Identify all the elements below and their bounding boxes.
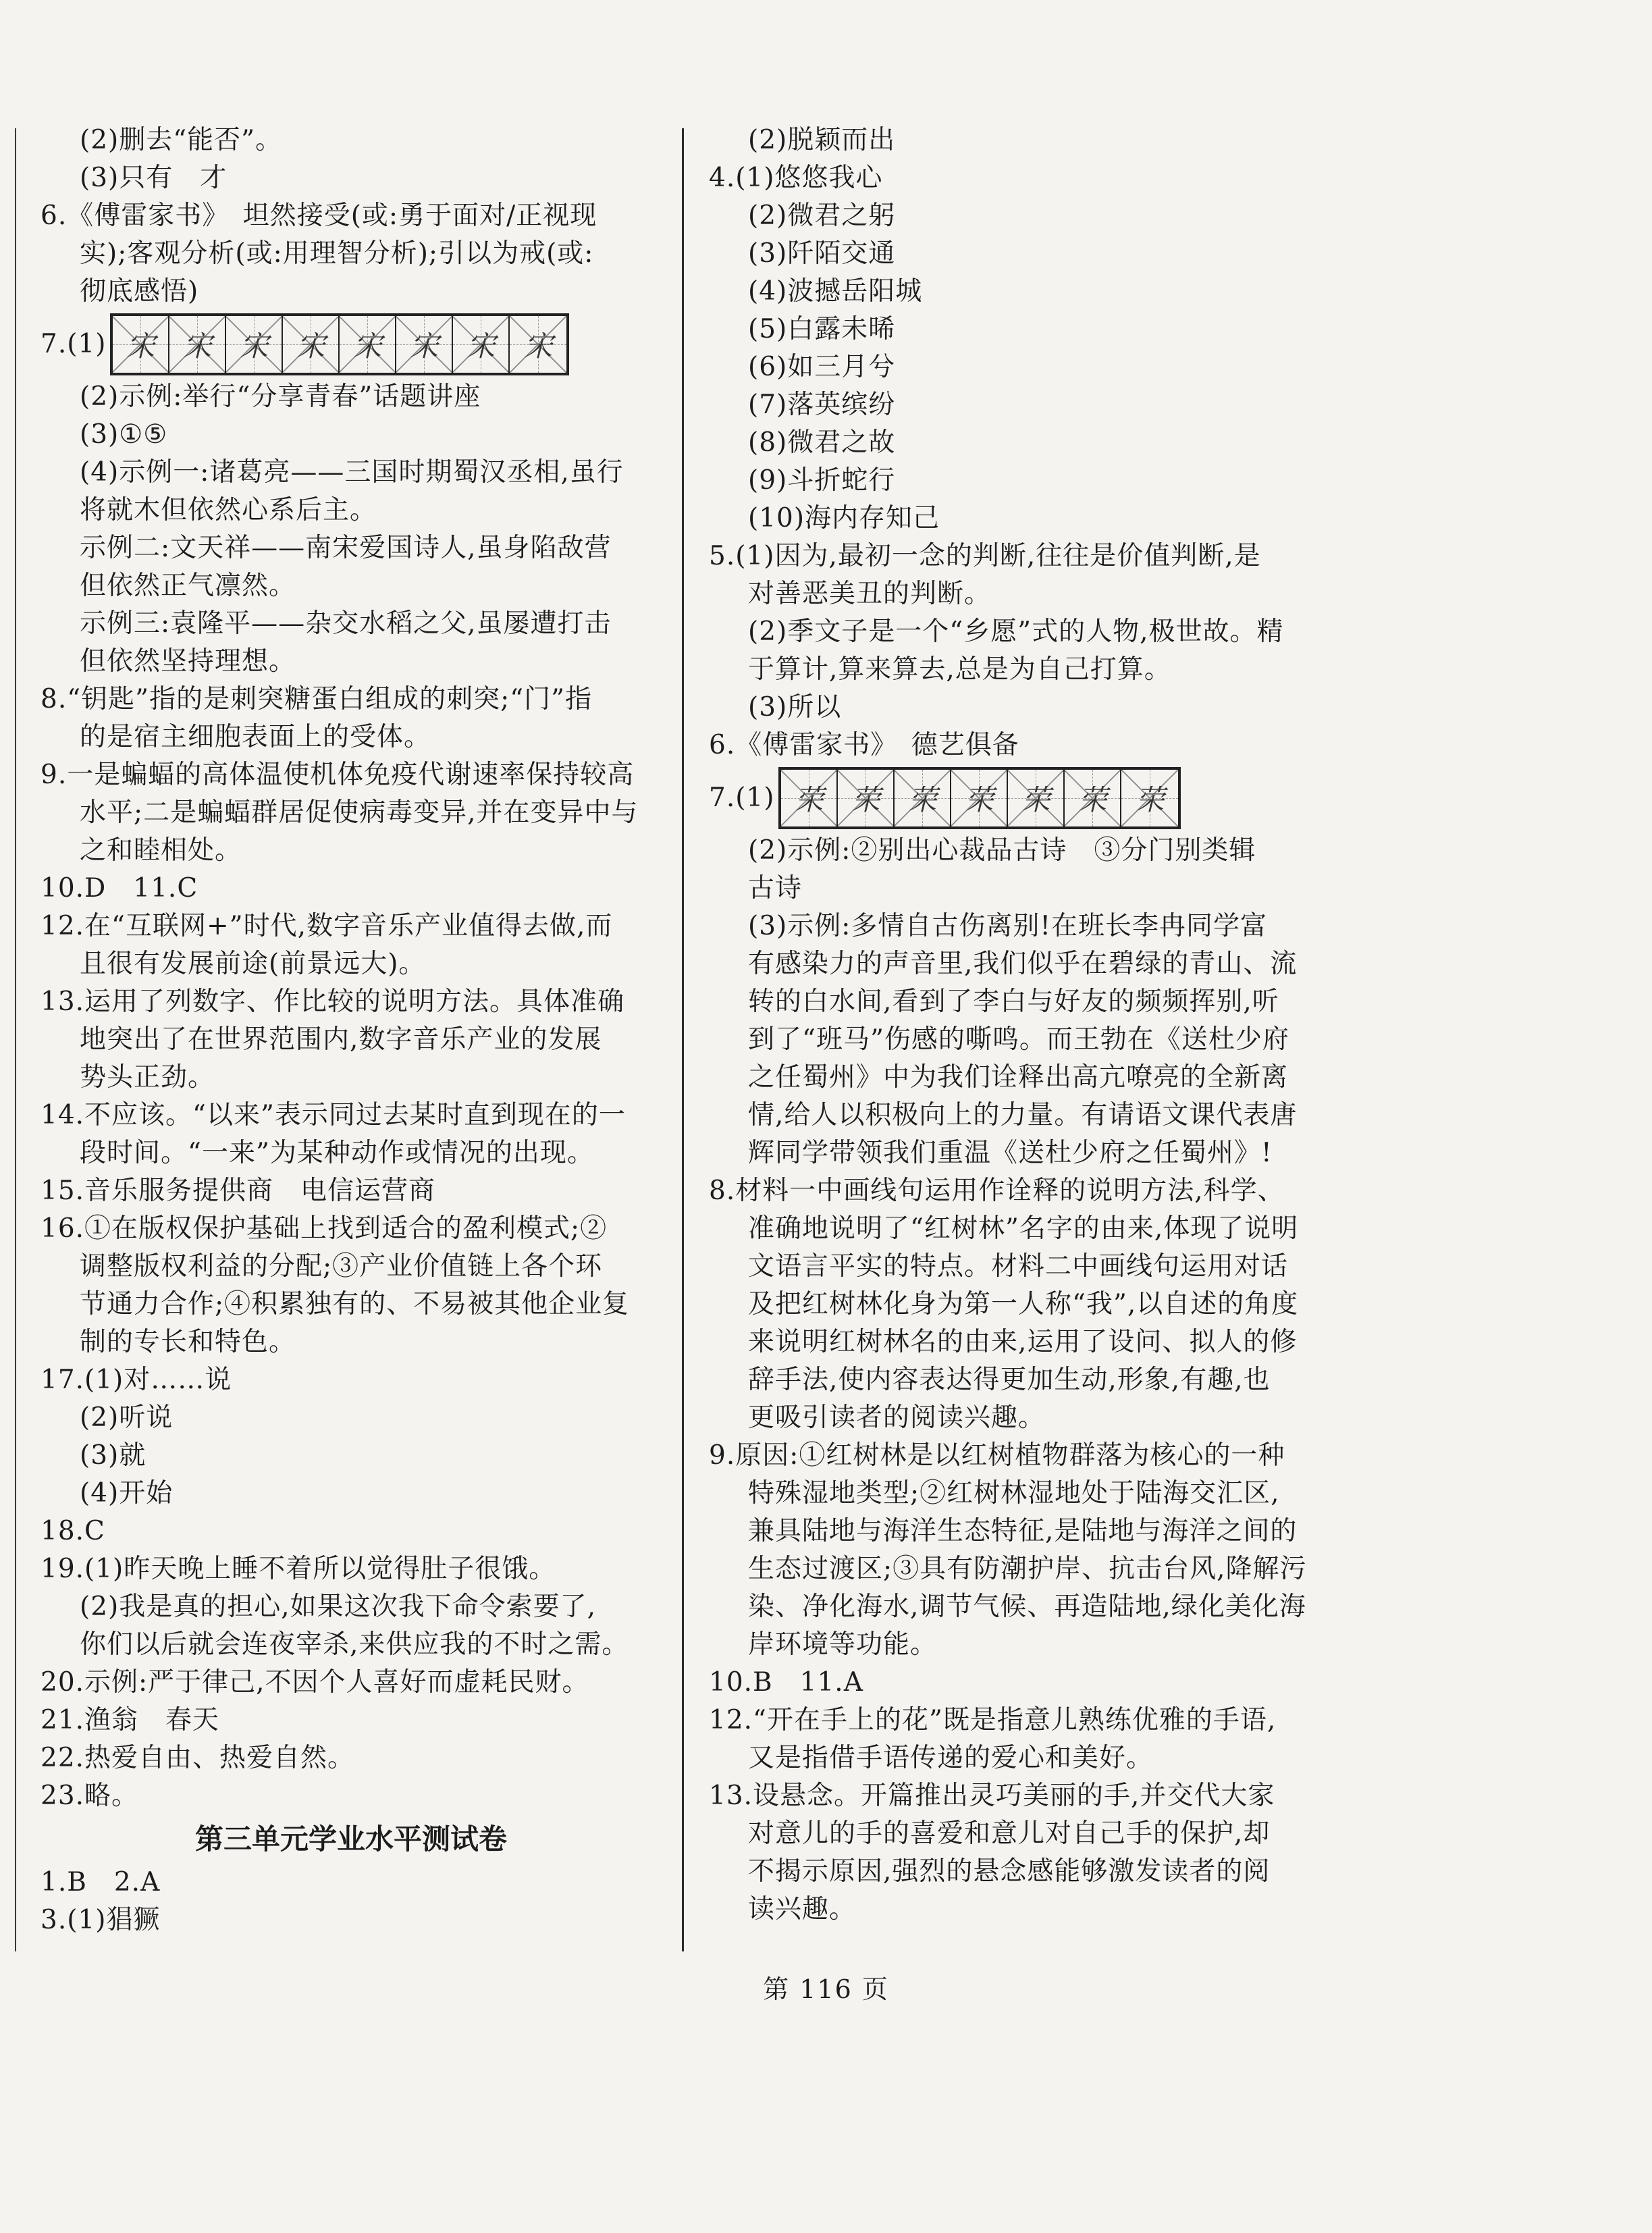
answer-line: 不揭示原因,强烈的悬念感能够激发读者的阅 — [748, 1856, 1271, 1887]
answer-line: (2)脱颖而出 — [748, 125, 896, 155]
answer-label: 7.(1) — [709, 783, 775, 813]
answer-line: 文语言平实的特点。材料二中画线句运用对话 — [748, 1251, 1289, 1282]
answer-line: (3)就 — [80, 1440, 146, 1471]
answer-line: 到了“班马”伤感的嘶鸣。而王勃在《送杜少府 — [748, 1024, 1289, 1055]
grid-cell: 荣 — [951, 770, 1008, 826]
calligraphy-grid — [778, 767, 1181, 829]
answer-line: 6.《傅雷家书》 坦然接受(或:勇于面对/正视现 — [41, 201, 597, 231]
answer-line: 20.示例:严于律己,不因个人喜好而虚耗民财。 — [41, 1667, 589, 1698]
section-heading: 第三单元学业水平测试卷 — [194, 1822, 507, 1856]
answer-line: 且很有发展前途(前景远大)。 — [80, 949, 426, 979]
answer-line: (2)微君之躬 — [748, 201, 896, 231]
answer-line: 古诗 — [748, 873, 803, 903]
answer-line: 12.“开在手上的花”既是指意儿熟练优雅的手语, — [709, 1705, 1277, 1735]
answer-line: (2)示例:举行“分享青春”话题讲座 — [80, 382, 481, 412]
answer-line: 辞手法,使内容表达得更加生动,形象,有趣,也 — [748, 1365, 1271, 1395]
answer-line: 9.一是蝙蝠的高体温使机体免疫代谢速率保持较高 — [41, 760, 635, 790]
answer-line: 1.B 2.A — [41, 1867, 161, 1897]
page-number: 第 116 页 — [763, 1974, 889, 2004]
answer-line: 染、净化海水,调节气候、再造陆地,绿化美化海 — [748, 1592, 1306, 1622]
answer-line: 兼具陆地与海洋生态特征,是陆地与海洋之间的 — [748, 1516, 1298, 1546]
answer-line: (4)示例一:诸葛亮——三国时期蜀汉丞相,虽行 — [80, 457, 624, 488]
grid-cell: 宋 — [226, 316, 283, 373]
answer-line: 又是指借手语传递的爱心和美好。 — [748, 1743, 1154, 1773]
answer-line: (9)斗折蛇行 — [748, 465, 896, 496]
grid-cell: 荣 — [1008, 770, 1065, 826]
answer-line: 生态过渡区;③具有防潮护岸、抗击台风,降解污 — [748, 1554, 1307, 1584]
grid-cell: 荣 — [1121, 770, 1178, 826]
right-column — [709, 122, 1337, 1928]
grid-cell: 宋 — [510, 316, 566, 373]
grid-cell: 宋 — [396, 316, 453, 373]
left-column — [41, 122, 662, 1939]
answer-line: (2)季文子是一个“乡愿”式的人物,极世故。精 — [748, 616, 1284, 647]
answer-line: (3)①⑤ — [80, 419, 168, 450]
answer-line: (2)删去“能否”。 — [80, 125, 283, 155]
answer-line: 对意儿的手的喜爱和意儿对自己手的保护,却 — [748, 1818, 1271, 1849]
answer-line: 示例三:袁隆平——杂交水稻之父,虽屡遭打击 — [80, 608, 612, 639]
column-divider — [682, 128, 684, 1951]
left-margin-rule — [15, 128, 16, 1951]
answer-line: (10)海内存知己 — [748, 503, 940, 533]
answer-line: 21.渔翁 春天 — [41, 1705, 220, 1735]
answer-line: 及把红树林化身为第一人称“我”,以自述的角度 — [748, 1289, 1299, 1319]
answer-line: 来说明红树林名的由来,运用了设问、拟人的修 — [748, 1327, 1298, 1357]
calligraphy-row — [41, 311, 662, 378]
calligraphy-row — [709, 764, 1337, 832]
answer-line: 岸环境等功能。 — [748, 1629, 938, 1660]
answer-line: 准确地说明了“红树林”名字的由来,体现了说明 — [748, 1213, 1299, 1244]
answer-line: 10.D 11.C — [41, 873, 198, 903]
answer-line: 将就木但依然心系后主。 — [80, 495, 377, 525]
answer-line: 13.运用了列数字、作比较的说明方法。具体准确 — [41, 987, 625, 1017]
answer-line: 辉同学带领我们重温《送杜少府之任蜀州》! — [748, 1138, 1273, 1168]
answer-line: 14.不应该。“以来”表示同过去某时直到现在的一 — [41, 1100, 626, 1130]
answer-line: 地突出了在世界范围内,数字音乐产业的发展 — [80, 1024, 602, 1055]
answer-line: (4)开始 — [80, 1478, 174, 1508]
answer-line: 调整版权利益的分配;③产业价值链上各个环 — [80, 1251, 603, 1282]
answer-line: 15.音乐服务提供商 电信运营商 — [41, 1176, 436, 1206]
answer-line: 5.(1)因为,最初一念的判断,往往是价值判断,是 — [709, 541, 1261, 571]
answer-line: 彻底感悟) — [80, 276, 199, 307]
grid-cell: 宋 — [113, 316, 169, 373]
answer-line: 制的专长和特色。 — [80, 1327, 296, 1357]
answer-line: 段时间。“一来”为某种动作或情况的出现。 — [80, 1138, 594, 1168]
grid-cell: 荣 — [895, 770, 951, 826]
answer-line: 23.略。 — [41, 1781, 139, 1811]
answer-line: 对善恶美丑的判断。 — [748, 579, 992, 609]
answer-line: 特殊湿地类型;②红树林湿地处于陆海交汇区, — [748, 1478, 1280, 1508]
answer-line: (3)所以 — [748, 692, 842, 723]
answer-line: 3.(1)猖獗 — [41, 1905, 161, 1935]
grid-cell: 宋 — [340, 316, 396, 373]
answer-line: 转的白水间,看到了李白与好友的频频挥别,听 — [748, 987, 1279, 1017]
answer-line: 18.C — [41, 1516, 105, 1546]
answer-line: 22.热爱自由、热爱自然。 — [41, 1743, 355, 1773]
grid-cell: 宋 — [169, 316, 226, 373]
answer-line: (6)如三月兮 — [748, 352, 896, 382]
answer-line: 6.《傅雷家书》 德艺俱备 — [709, 730, 1019, 760]
answer-line: (3)只有 才 — [80, 163, 228, 193]
answer-line: 之和睦相处。 — [80, 835, 242, 866]
answer-line: 13.设悬念。开篇推出灵巧美丽的手,并交代大家 — [709, 1781, 1275, 1811]
answer-line: (2)听说 — [80, 1402, 174, 1433]
answer-line: 势头正劲。 — [80, 1062, 215, 1093]
answer-line: 更吸引读者的阅读兴趣。 — [748, 1402, 1046, 1433]
answer-line: 你们以后就会连夜宰杀,来供应我的不时之需。 — [80, 1629, 629, 1660]
answer-line: 12.在“互联网+”时代,数字音乐产业值得去做,而 — [41, 911, 613, 941]
answer-line: 8.材料一中画线句运用作诠释的说明方法,科学、 — [709, 1176, 1285, 1206]
answer-line: 之任蜀州》中为我们诠释出高亢嘹亮的全新离 — [748, 1062, 1289, 1093]
grid-cell: 荣 — [838, 770, 895, 826]
answer-line: 实);客观分析(或:用理智分析);引以为戒(或: — [80, 238, 594, 269]
answer-line: (3)阡陌交通 — [748, 238, 896, 269]
answer-line: 17.(1)对……说 — [41, 1365, 232, 1395]
calligraphy-grid — [110, 313, 569, 375]
grid-cell: 荣 — [1065, 770, 1121, 826]
answer-line: 但依然坚持理想。 — [80, 646, 296, 677]
answer-line: 9.原因:①红树林是以红树植物群落为核心的一种 — [709, 1440, 1285, 1471]
answer-line: (5)白露未晞 — [748, 314, 896, 344]
answer-line: (8)微君之故 — [748, 427, 896, 458]
grid-cell: 宋 — [283, 316, 340, 373]
answer-line: 的是宿主细胞表面上的受体。 — [80, 722, 431, 752]
answer-line: 水平;二是蝙蝠群居促使病毒变异,并在变异中与 — [80, 797, 639, 828]
answer-line: 16.①在版权保护基础上找到适合的盈利模式;② — [41, 1213, 608, 1244]
grid-cell: 荣 — [781, 770, 838, 826]
answer-line: 10.B 11.A — [709, 1667, 863, 1698]
answer-line: 但依然正气凛然。 — [80, 571, 296, 601]
answer-line: (3)示例:多情自古伤离别!在班长李冉同学富 — [748, 911, 1268, 941]
answer-line: (7)落英缤纷 — [748, 390, 896, 420]
answer-line: 示例二:文天祥——南宋爱国诗人,虽身陷敌营 — [80, 533, 612, 563]
answer-label: 7.(1) — [41, 329, 107, 359]
grid-cell: 宋 — [453, 316, 510, 373]
answer-line: 19.(1)昨天晚上睡不着所以觉得肚子很饿。 — [41, 1554, 556, 1584]
answer-line: 4.(1)悠悠我心 — [709, 163, 883, 193]
answer-line: 情,给人以积极向上的力量。有请语文课代表唐 — [748, 1100, 1298, 1130]
answer-line: 节通力合作;④积累独有的、不易被其他企业复 — [80, 1289, 630, 1319]
answer-line: 8.“钥匙”指的是刺突糖蛋白组成的刺突;“门”指 — [41, 684, 593, 714]
answer-line: 读兴趣。 — [748, 1894, 857, 1924]
answer-line: 有感染力的声音里,我们似乎在碧绿的青山、流 — [748, 949, 1298, 979]
answer-line: (2)我是真的担心,如果这次我下命令索要了, — [80, 1592, 597, 1622]
answer-line: (4)波撼岳阳城 — [748, 276, 923, 307]
answer-line: 于算计,算来算去,总是为自己打算。 — [748, 654, 1171, 685]
answer-line: (2)示例:②别出心裁品古诗 ③分门别类辑 — [748, 835, 1256, 866]
